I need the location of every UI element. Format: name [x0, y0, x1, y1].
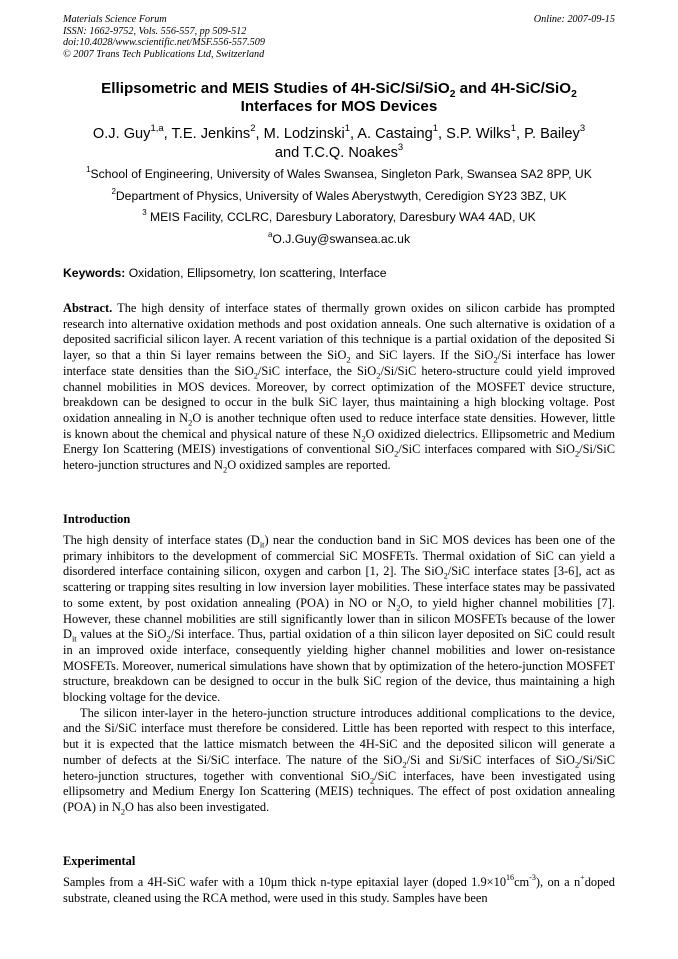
paper-title [63, 80, 615, 116]
title-line-1: Ellipsometric and MEIS Studies of 4H-SiC/Si/SiO$_2$ and 4H-SiC/SiO$_2$ [101, 80, 577, 101]
affiliation-2: $^2$Department of Physics, University of Wales Aberystwyth, Ceredigion SY23 3BZ, UK [111, 186, 567, 203]
author-list [63, 122, 615, 163]
issn-line: ISSN: 1662-9752, Vols. 556-557, pp 509-512 [63, 25, 247, 37]
affiliation-1: $^1$School of Engineering, University of Wales Swansea, Singleton Park, Swansea SA2 8PP, UK [86, 164, 592, 181]
affiliation-3: $^3$ MEIS Facility, CCLRC, Daresbury Laboratory, Daresbury WA4 4AD, UK [142, 207, 536, 224]
author-line-2: and T.C.Q. Noakes$^3$ [274, 141, 404, 161]
title-line-2: Interfaces for MOS Devices [240, 98, 438, 115]
introduction-heading: Introduction [63, 512, 131, 526]
journal-name: Materials Science Forum [63, 14, 167, 25]
doi-line[interactable]: doi:10.4028/www.scientific.net/MSF.556-557.509 [63, 37, 265, 49]
keywords-line [63, 266, 615, 280]
keywords-text: Oxidation, Ellipsometry, Ion scattering, Interface [125, 266, 387, 280]
keywords-label: Keywords: [63, 266, 126, 280]
author-line-1: O.J. Guy$^{1,a}$, T.E. Jenkins$^2$, M. Lodzinski$^1$, A. Castaing$^1$, S.P. Wilks$^1$, P. Bailey$^3$ [92, 122, 586, 142]
copyright-line: © 2007 Trans Tech Publications Ltd, Switzerland [63, 48, 265, 60]
introduction-body [63, 533, 615, 816]
online-date: Online: 2007-09-15 [533, 14, 615, 25]
abstract-label: Abstract. [63, 301, 113, 315]
experimental-body: Samples from a 4H-SiC wafer with a 10μm thick n-type epitaxial layer (doped $1.9\times 10^{16}cm^{-3}$), on a n+doped substrate, cleaned using the RCA method, were used in this study. Samples have been [63, 872, 615, 905]
abstract-paragraph: Abstract. The high density of interface states of thermally grown oxides on silicon carbide has prompted research into alternative oxidation methods and post oxidation anneals. One such alternative is oxidation of a deposited sacrificial silicon layer. A recent variation of this technique is a partial oxidation of the deposited Si layer, so that a thin Si layer remains between the SiO$_2$ and SiC layers. If the SiO$_2$/Si interface has lower interface state densities than the SiO$_2$/SiC interface, the SiO$_2$/Si/SiC hetero-structure could yield improved channel mobilities in MOS devices. Moreover, by correct optimization of the MOSFET device structure, breakdown can be designed to occur in the bulk SiC layer, thus maintaining a high blocking voltage. Post oxidation annealing in $N_2O$ is another technique often used to reduce interface state densities. However, little is known about the chemical and physical nature of these $N_2O$ oxidized dielectrics. Ellipsometric and Medium Energy Ion Scattering (MEIS) investigations of conventional SiO$_2$/SiC interfaces compared with SiO$_2$/Si/SiC hetero-junction structures and $N_2O$ oxidized samples are reported. [63, 301, 615, 475]
experimental-heading: Experimental [63, 854, 136, 868]
intro-paragraph-2: The silicon inter-layer in the hetero-junction structure introduces additional complications to the device, and the Si/SiC interface must therefore be considered. Little has been reported with respect to this interface, but it is expected that the lattice mismatch between the 4H-SiC and the deposited silicon will generate a number of defects at the Si/SiC interface. The nature of the SiO$_2$/Si and Si/SiC interfaces of SiO$_2$/Si/SiC hetero-junction structures, together with conventional SiO$_2$/SiC interfaces, have been investigated using ellipsometry and Medium Energy Ion Scattering (MEIS) techniques. The effect of post oxidation annealing (POA) in $N_2O$ has also been investigated. [63, 705, 616, 817]
intro-paragraph-1: The high density of interface states $(D_{it})$ near the conduction band in SiC MOS devices has been one of the primary inhibitors to the development of commercial SiC MOSFETs. Thermal oxidation of SiC can yield a disordered interface containing silicon, oxygen and carbon [1, 2]. The SiO$_2$/SiC interface states [3-6], act as scattering or trapping sites resulting in low inversion layer mobilities. These interface states may be passivated to some extent, by post oxidation annealing (POA) in NO or $N_2O$, to yield higher channel mobilities [7]. However, these channel mobilities are still significantly lower than in silicon MOSFETs because of the lower $D_{it}$ values at the SiO$_2$/Si interface. Thus, partial oxidation of a thin silicon layer deposited on SiC could result in an improved oxide interface, consequently yielding higher channel mobilities and lower on-resistance MOSFETs. Moreover, numerical simulations have shown that by optimization of the hetero-junction MOSFET structure, breakdown can be designed to occur in the bulk SiC region of the device, thus maintaining a high blocking voltage for the device. [63, 533, 615, 705]
author-email[interactable]: $^a$O.J.Guy@swansea.ac.uk [267, 229, 411, 246]
journal-header [63, 14, 265, 60]
